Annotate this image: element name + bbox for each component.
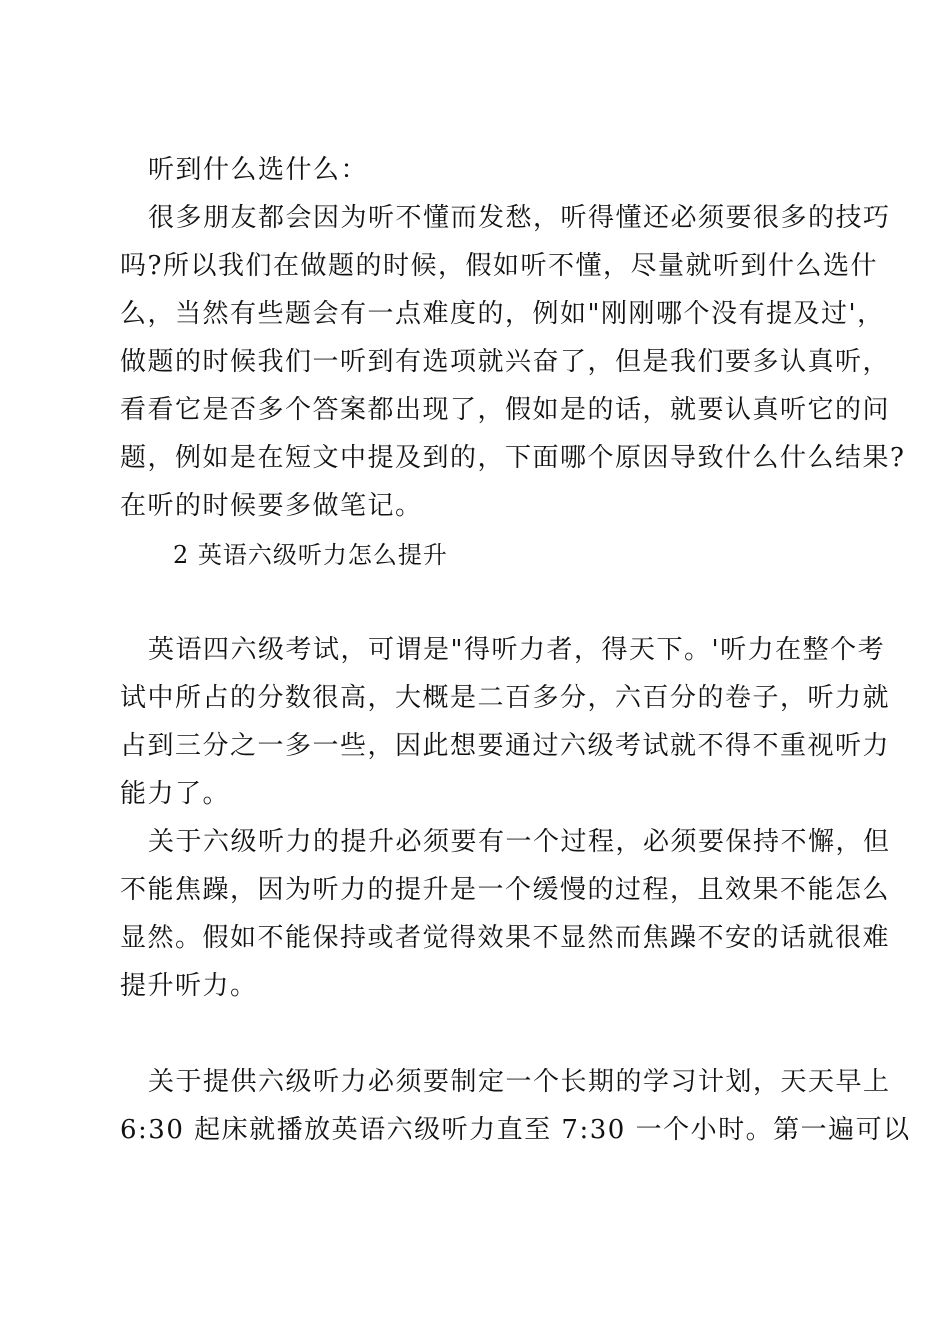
paragraph-line: 吗?所以我们在做题的时候，假如听不懂，尽量就听到什么选什 [120,251,878,281]
paragraph-line: 不能焦躁，因为听力的提升是一个缓慢的过程，且效果不能怎么 [120,875,891,905]
paragraph-line: 题，例如是在短文中提及到的，下面哪个原因导致什么什么结果? [120,443,906,473]
paragraph-line: 很多朋友都会因为听不懂而发愁，听得懂还必须要很多的技巧 [148,203,891,233]
paragraph-line: 么，当然有些题会有一点难度的，例如"刚刚哪个没有提及过'， [120,299,885,329]
paragraph-line: 英语四六级考试，可谓是"得听力者，得天下。'听力在整个考 [148,635,886,665]
paragraph-line: 关于提供六级听力必须要制定一个长期的学习计划，天天早上 [148,1067,891,1097]
paragraph-line: 做题的时候我们一听到有选项就兴奋了，但是我们要多认真听， [120,347,891,377]
paragraph-line: 显然。假如不能保持或者觉得效果不显然而焦躁不安的话就很难 [120,923,891,953]
section-title: 2 英语六级听力怎么提升 [173,541,448,569]
paragraph-line: 提升听力。 [120,971,258,1001]
paragraph-line: 关于六级听力的提升必须要有一个过程，必须要保持不懈，但 [148,827,891,857]
paragraph-line: 6:30 起床就播放英语六级听力直至 7:30 一个小时。第一遍可以 [120,1115,911,1145]
paragraph-line: 在听的时候要多做笔记。 [120,491,423,521]
heading-line: 听到什么选什么： [148,155,369,185]
paragraph-line: 占到三分之一多一些，因此想要通过六级考试就不得不重视听力 [120,731,891,761]
paragraph-line: 看看它是否多个答案都出现了，假如是的话，就要认真听它的问 [120,395,891,425]
paragraph-line: 能力了。 [120,779,231,809]
paragraph-line: 试中所占的分数很高，大概是二百多分，六百分的卷子，听力就 [120,683,891,713]
